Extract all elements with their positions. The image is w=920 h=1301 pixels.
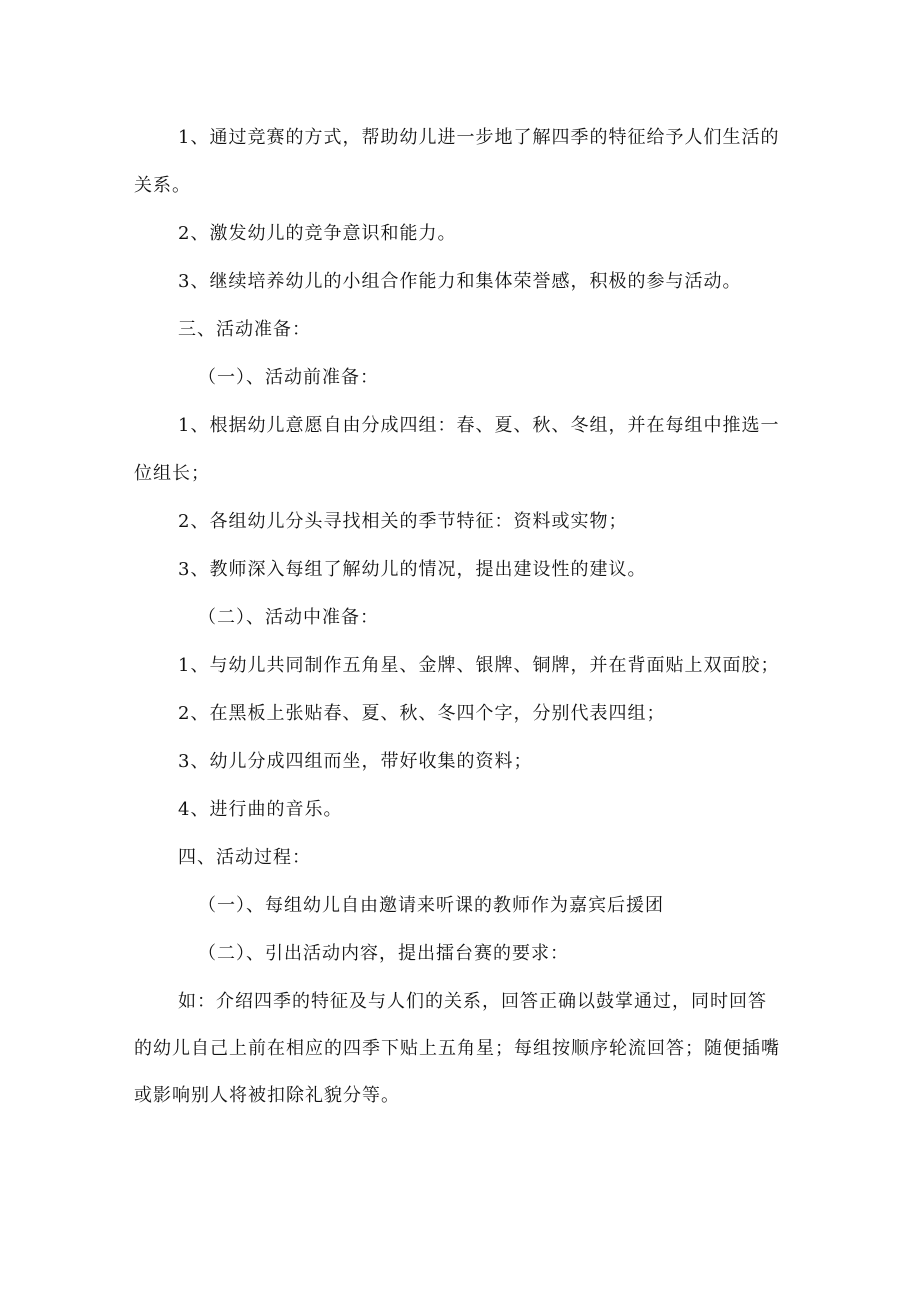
- paragraph-goal-1: 1、通过竞赛的方式，帮助幼儿进一步地了解四季的特征给予人们生活的关系。: [134, 127, 780, 196]
- paragraph-goal-3: 3、继续培养幼儿的小组合作能力和集体荣誉感，积极的参与活动。: [178, 271, 742, 292]
- paragraph-goal-2: 2、激发幼儿的竞争意识和能力。: [178, 223, 457, 244]
- paragraph-before-2: 2、各组幼儿分头寻找相关的季节特征：资料或实物；: [178, 511, 628, 532]
- subheading-during-activity: （二）、活动中准备：: [198, 607, 379, 628]
- document-body: [134, 114, 784, 1119]
- paragraph-during-4: 4、进行曲的音乐。: [178, 799, 343, 820]
- paragraph-during-3: 3、幼儿分成四组而坐，带好收集的资料；: [178, 751, 533, 772]
- subheading-before-activity: （一）、活动前准备：: [198, 367, 379, 388]
- paragraph-during-1: 1、与幼儿共同制作五角星、金牌、银牌、铜牌，并在背面贴上双面胶；: [178, 655, 780, 676]
- paragraph-during-2: 2、在黑板上张贴春、夏、秋、冬四个字，分别代表四组；: [178, 703, 666, 724]
- section-heading-preparation: 三、活动准备：: [178, 319, 311, 340]
- section-heading-process: 四、活动过程：: [178, 847, 311, 868]
- paragraph-before-1: 1、根据幼儿意愿自由分成四组：春、夏、秋、冬组，并在每组中推选一位组长；: [134, 415, 780, 484]
- subheading-process-1: （一）、每组幼儿自由邀请来听课的教师作为嘉宾后援团: [198, 895, 664, 916]
- paragraph-rules: 如：介绍四季的特征及与人们的关系，回答正确以鼓掌通过，同时回答的幼儿自己上前在相应的四季下贴上五角星；每组按顺序轮流回答；随便插嘴或影响别人将被扣除礼貌分等。: [134, 991, 780, 1106]
- subheading-process-2: （二）、引出活动内容，提出擂台赛的要求：: [198, 943, 569, 964]
- paragraph-before-3: 3、教师深入每组了解幼儿的情况，提出建设性的建议。: [178, 559, 647, 580]
